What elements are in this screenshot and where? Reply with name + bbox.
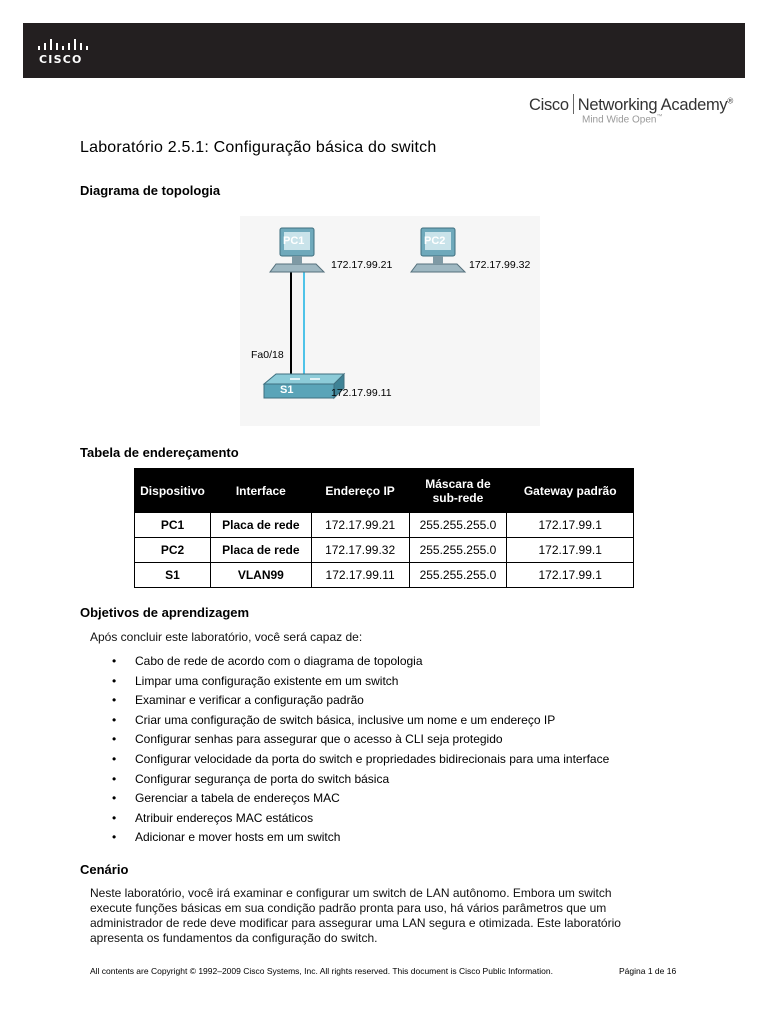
table-cell: 172.17.99.21 [311, 513, 409, 538]
address-table [134, 468, 634, 588]
list-item: • Atribuir endereços MAC estáticos [112, 810, 314, 825]
table-cell: 255.255.255.0 [409, 513, 507, 538]
page-title: Laboratório 2.5.1: Configuração básica do switch [80, 139, 437, 156]
objectives-intro: Após concluir este laboratório, você será capaz de: [90, 630, 363, 644]
table-cell: 172.17.99.1 [507, 538, 634, 563]
footer-copyright: All contents are Copyright © 1992–2009 Cisco Systems, Inc. All rights reserved. This document is Cisco Public Information. [90, 966, 553, 976]
list-item: • Configurar senhas para assegurar que o acesso à CLI seja protegido [112, 732, 503, 747]
footer-page-number: Página 1 de 16 [619, 966, 677, 976]
cisco-wordmark: CISCO [39, 53, 83, 66]
bullet-icon: • [112, 751, 117, 766]
table-cell: 172.17.99.1 [507, 513, 634, 538]
switch-label: S1 [280, 384, 294, 396]
bullet-icon: • [112, 654, 117, 668]
port-label: Fa0/18 [251, 349, 284, 361]
scenario-paragraph [90, 886, 690, 946]
list-item: • Limpar uma configuração existente em um switch [112, 673, 399, 688]
bullet-icon: • [112, 732, 117, 747]
pc2-label: PC2 [424, 235, 446, 247]
pc2-ip: 172.17.99.32 [469, 259, 531, 271]
list-item: • Adicionar e mover hosts em um switch [112, 830, 341, 845]
col-header: Dispositivo [135, 469, 211, 513]
scenario-line: Neste laboratório, você irá examinar e configurar um switch de LAN autônomo. Embora um switch [90, 886, 612, 900]
bullet-icon: • [112, 712, 117, 727]
bullet-icon: • [112, 693, 117, 708]
topology-diagram [240, 216, 540, 426]
table-cell: 255.255.255.0 [409, 563, 507, 588]
table-cell: PC1 [135, 513, 211, 538]
table-cell: S1 [135, 563, 211, 588]
table-row [135, 563, 634, 588]
list-item: • Criar uma configuração de switch básica, inclusive um nome e um endereço IP [112, 712, 556, 727]
objectives-heading: Objetivos de aprendizagem [80, 605, 250, 620]
scenario-line: execute funções básicas em sua condição padrão pronta para uso, há vários parâmetros que um [90, 901, 607, 915]
scenario-heading: Cenário [80, 862, 129, 877]
table-cell: VLAN99 [210, 563, 311, 588]
pc1-ip: 172.17.99.21 [331, 259, 393, 271]
academy-tagline: Mind Wide Open™ [582, 114, 663, 126]
topology-heading: Diagrama de topologia [80, 183, 221, 198]
pc1-label: PC1 [283, 235, 305, 247]
scenario-line: administrador de rede deve modificar para assegurar uma LAN segura e otimizada. Este laboratório [90, 916, 621, 930]
table-row [135, 513, 634, 538]
table-cell: 255.255.255.0 [409, 538, 507, 563]
table-header-row [135, 469, 634, 513]
objectives-list [112, 654, 609, 850]
bullet-icon: • [112, 771, 117, 786]
bullet-icon: • [112, 810, 117, 825]
list-item: • Examinar e verificar a configuração padrão [112, 693, 364, 708]
list-item: • Configurar segurança de porta do switch básica [112, 771, 390, 786]
header-bar [23, 23, 745, 78]
list-item: • Gerenciar a tabela de endereços MAC [112, 791, 340, 806]
table-cell: PC2 [135, 538, 211, 563]
table-row [135, 538, 634, 563]
table-cell: 172.17.99.1 [507, 563, 634, 588]
table-cell: Placa de rede [210, 538, 311, 563]
scenario-line: apresenta os fundamentos da configuração do switch. [90, 931, 378, 945]
col-header: Máscara de sub-rede [409, 469, 507, 513]
list-item: • Cabo de rede de acordo com o diagrama de topologia [112, 654, 423, 668]
bullet-icon: • [112, 673, 117, 688]
table-cell: 172.17.99.32 [311, 538, 409, 563]
table-cell: Placa de rede [210, 513, 311, 538]
col-header: Gateway padrão [507, 469, 634, 513]
switch-ip: 172.17.99.11 [331, 387, 392, 399]
bullet-icon: • [112, 830, 117, 845]
col-header: Interface [210, 469, 311, 513]
bullet-icon: • [112, 791, 117, 806]
list-item: • Configurar velocidade da porta do switch e propriedades bidirecionais para uma interface [112, 751, 610, 766]
networking-academy-logo [529, 94, 745, 130]
table-cell: 172.17.99.11 [311, 563, 409, 588]
address-table-heading: Tabela de endereçamento [80, 445, 239, 460]
col-header: Endereço IP [311, 469, 409, 513]
academy-name: Cisco Networking Academy® [529, 96, 733, 114]
